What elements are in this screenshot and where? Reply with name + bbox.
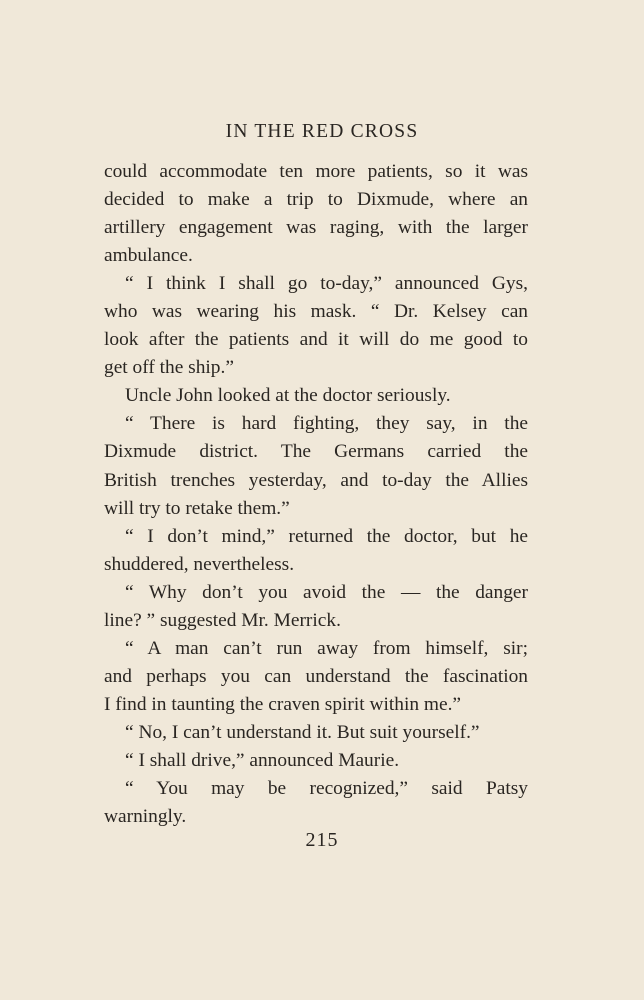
text-line-7: look after the patients and it will do me good to [104, 329, 528, 351]
text-line-18: “ A man can’t run away from himself, sir; [125, 637, 528, 659]
text-line-3: artillery engagement was raging, with the larger [104, 217, 528, 239]
text-line-5: “ I think I shall go to-day,” announced Gys, [125, 273, 528, 295]
running-head: IN THE RED CROSS [225, 121, 419, 142]
text-line-13: will try to retake them.” [104, 497, 290, 519]
text-line-11: Dixmude district. The Germans carried the [104, 441, 528, 463]
text-line-12: British trenches yesterday, and to-day the Allies [104, 469, 528, 491]
text-line-17: line? ” suggested Mr. Merrick. [104, 609, 341, 631]
text-line-14: “ I don’t mind,” returned the doctor, but he [125, 525, 528, 547]
text-line-6: who was wearing his mask. “ Dr. Kelsey can [104, 301, 528, 323]
text-line-4: ambulance. [104, 245, 193, 267]
text-line-20: I find in taunting the craven spirit within me.” [104, 693, 462, 715]
page-body [104, 158, 528, 831]
text-line-23: “ You may be recognized,” said Patsy [125, 778, 528, 800]
text-line-22: “ I shall drive,” announced Maurie. [125, 749, 400, 771]
text-line-15: shuddered, nevertheless. [104, 553, 295, 575]
text-line-10: “ There is hard fighting, they say, in the [125, 413, 528, 435]
page-number: 215 [305, 829, 339, 851]
text-line-8: get off the ship.” [104, 357, 234, 379]
text-line-16: “ Why don’t you avoid the — the danger [125, 581, 528, 603]
text-line-9: Uncle John looked at the doctor seriously. [125, 385, 451, 407]
text-line-1: could accommodate ten more patients, so it was [104, 161, 528, 182]
text-line-21: “ No, I can’t understand it. But suit yourself.” [125, 721, 480, 743]
text-line-2: decided to make a trip to Dixmude, where an [104, 189, 528, 211]
text-line-24: warningly. [104, 806, 187, 828]
text-line-19: and perhaps you can understand the fascination [104, 665, 528, 687]
